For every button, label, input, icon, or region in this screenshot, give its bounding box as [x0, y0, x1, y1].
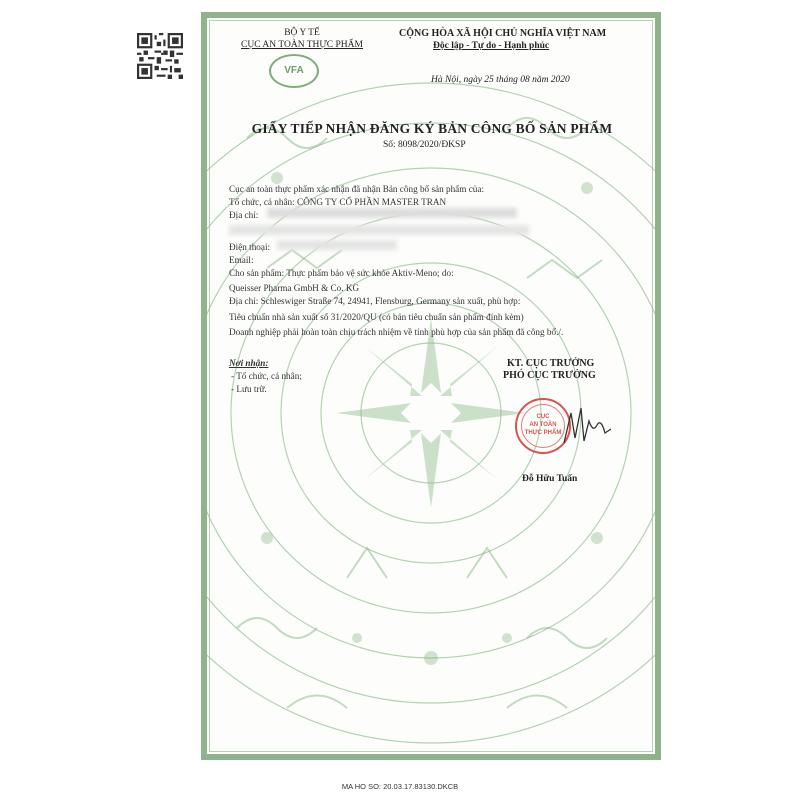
manufacturer-address: Địa chỉ: Schleswiger Straße 74, 24941, Flensburg, Germany sản xuất, phù hợp: [229, 296, 521, 306]
signer-name: Đỗ Hữu Tuấn [522, 474, 578, 484]
recipient-item: - Tổ chức, cá nhân; [231, 371, 302, 381]
recipient-item: - Lưu trữ. [231, 384, 267, 394]
certificate-document [201, 12, 661, 760]
stamp-text: CỤC [536, 414, 550, 420]
national-motto: Độc lập - Tự do - Hạnh phúc [433, 41, 550, 51]
place-date: Hà Nội, ngày 25 tháng 08 năm 2020 [431, 75, 570, 85]
signer-role: KT. CỤC TRƯỞNG [507, 358, 595, 369]
page-title: GIẤY TIẾP NHẬN ĐĂNG KÝ BẢN CÔNG BỐ SẢN PHẨM [251, 121, 613, 136]
standard-line: Tiêu chuẩn nhà sản xuất số 31/2020/QU (có bản tiêu chuẩn sản phẩm đính kèm) [229, 312, 524, 322]
dossier-code: MA HO SO: 20.03.17.83130.DKCB [341, 782, 459, 791]
vfa-logo: VFA [269, 54, 319, 88]
organization-line: Tổ chức, cá nhân: CÔNG TY CỔ PHẦN MASTER TRAN [229, 197, 447, 207]
redacted-phone [277, 240, 397, 250]
phone-label: Điện thoại: [229, 242, 271, 252]
address-label: Địa chỉ: [229, 210, 259, 220]
stamp-text: AN TOÀN [529, 422, 557, 428]
qr-code-icon [137, 33, 183, 79]
recipients-label: Nơi nhận: [229, 358, 269, 368]
document-number: Số: 8098/2020/ĐKSP [383, 140, 466, 150]
responsibility-line: Doanh nghiệp phải hoàn toàn chịu trách nhiệm về tính phù hợp của sản phẩm đã công bố./. [229, 327, 564, 337]
redacted-address [267, 208, 517, 218]
confirmation-line: Cục an toàn thực phẩm xác nhận đã nhận Bản công bố sản phẩm của: [229, 184, 485, 194]
product-line: Cho sản phẩm: Thực phẩm bảo vệ sức khỏe Aktiv-Meno; do: [229, 268, 454, 278]
stamp-text: THỰC PHẨM [524, 430, 562, 436]
signer-title: PHÓ CỤC TRƯỞNG [503, 370, 596, 381]
republic-name: CỘNG HÒA XÃ HỘI CHỦ NGHĨA VIỆT NAM [399, 28, 607, 39]
redacted-address-line2 [229, 225, 529, 235]
manufacturer-name: Queisser Pharma GmbH & Co. KG [229, 283, 360, 293]
ministry-name: BỘ Y TẾ [284, 28, 320, 38]
email-label: Email: [229, 255, 254, 265]
department-name: CỤC AN TOÀN THỰC PHẨM [241, 40, 363, 50]
handwritten-signature [559, 403, 619, 453]
